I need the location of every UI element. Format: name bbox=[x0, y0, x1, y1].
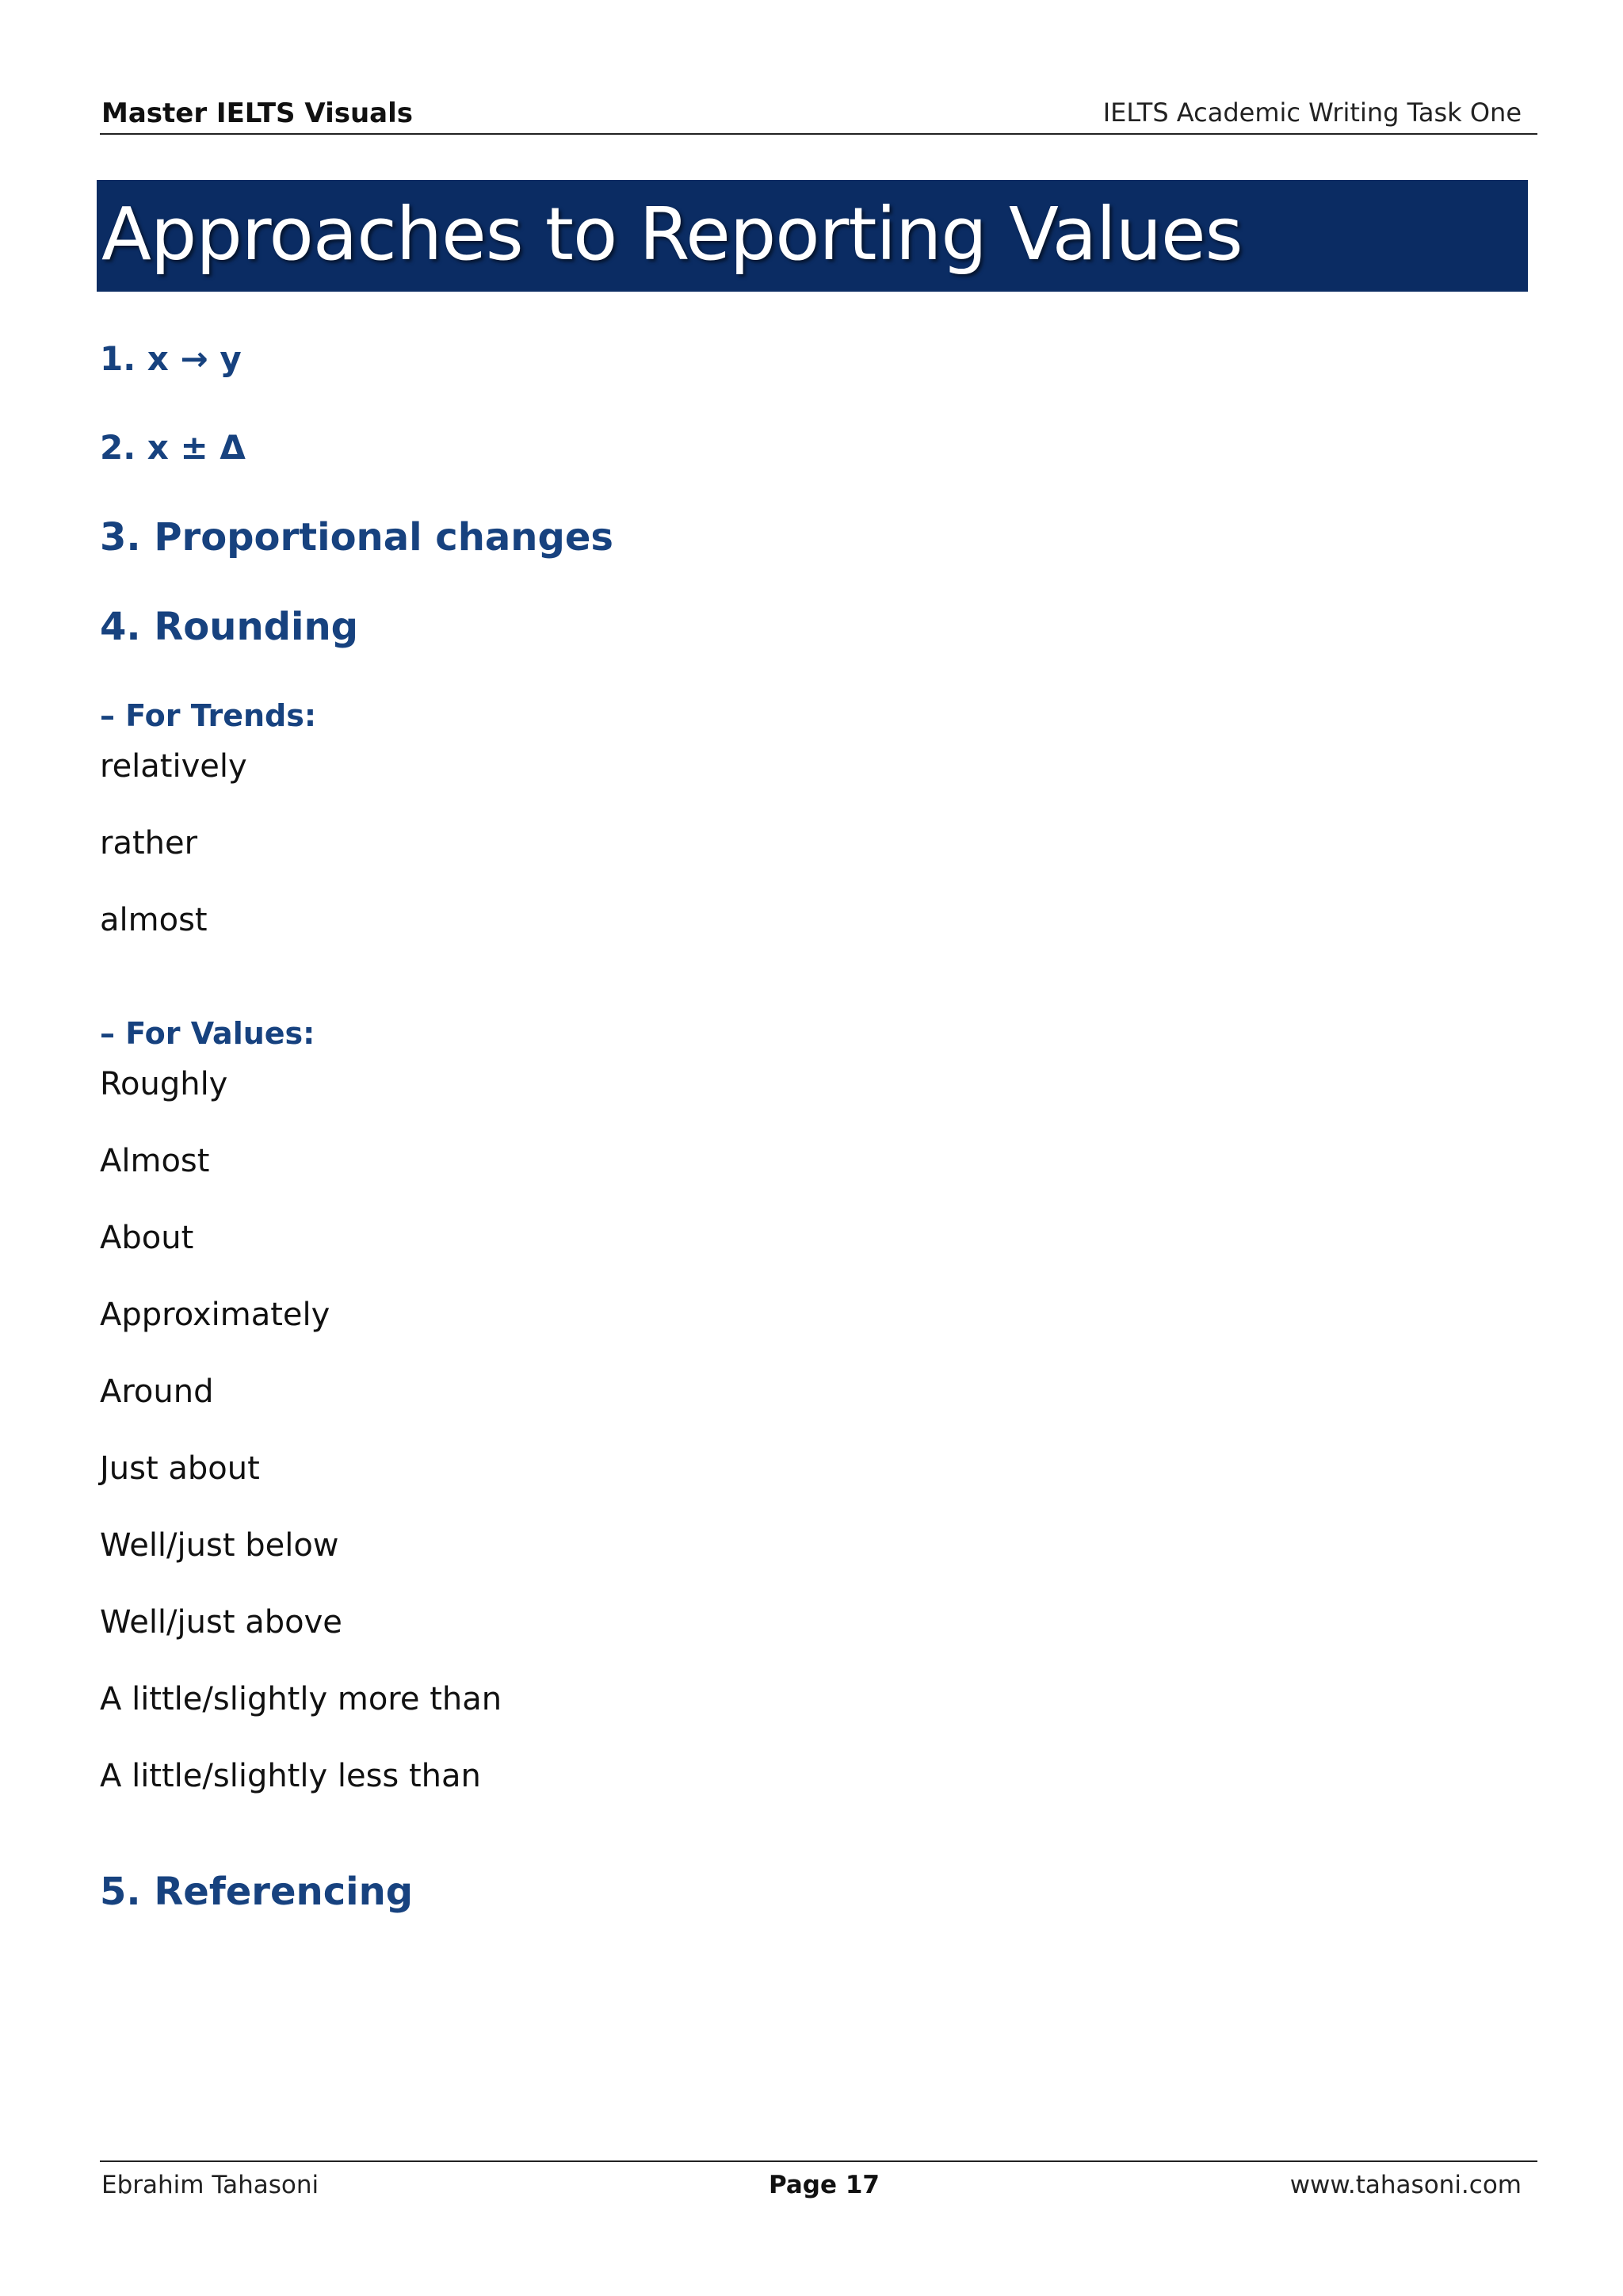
values-item: Well/just above bbox=[100, 1604, 342, 1641]
section-heading-1: 1. x → y bbox=[100, 339, 242, 378]
trends-item: rather bbox=[100, 825, 198, 861]
page-number: Page 17 bbox=[769, 2171, 880, 2199]
section-heading-4: 4. Rounding bbox=[100, 605, 358, 649]
values-item: A little/slightly more than bbox=[100, 1681, 502, 1717]
values-item: About bbox=[100, 1220, 194, 1256]
values-item: Well/just below bbox=[100, 1527, 339, 1564]
section-heading-5: 5. Referencing bbox=[100, 1870, 414, 1914]
page-title: Approaches to Reporting Values bbox=[101, 192, 1243, 277]
trends-subheading: – For Trends: bbox=[100, 698, 317, 733]
trends-item: almost bbox=[100, 902, 208, 938]
values-item: A little/slightly less than bbox=[100, 1758, 481, 1794]
values-item: Roughly bbox=[100, 1066, 228, 1102]
values-item: Approximately bbox=[100, 1297, 330, 1333]
section-heading-3: 3. Proportional changes bbox=[100, 515, 613, 560]
values-item: Around bbox=[100, 1373, 214, 1410]
page-header bbox=[100, 94, 1537, 135]
trends-item: relatively bbox=[100, 748, 247, 785]
values-item: Just about bbox=[100, 1450, 260, 1487]
footer-website: www.tahasoni.com bbox=[1289, 2171, 1522, 2199]
values-subheading: – For Values: bbox=[100, 1016, 315, 1051]
title-banner bbox=[97, 180, 1528, 292]
header-section-title: IELTS Academic Writing Task One bbox=[1102, 97, 1522, 128]
footer-author: Ebrahim Tahasoni bbox=[101, 2171, 319, 2199]
section-heading-2: 2. x ± Δ bbox=[100, 428, 246, 467]
header-book-title: Master IELTS Visuals bbox=[101, 97, 414, 129]
page-footer bbox=[100, 2160, 1537, 2202]
values-item: Almost bbox=[100, 1143, 210, 1179]
